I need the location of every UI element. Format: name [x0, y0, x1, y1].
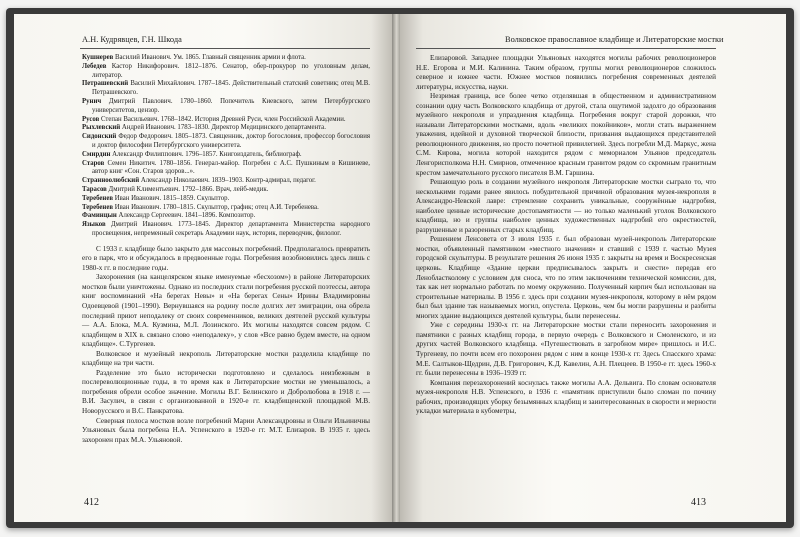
- body-paragraph: Незримая граница, все более четко отделявшая в общественном и административном сознании одну часть Волковского кладбища от другой, стала ощутимой задолго до образования музейного некрополя и упразднения кладбища. Погребения вокруг старой дорожки, что называли Литераторскими мостками, вдоль «великих покойников», могли стать выражением уважения, идейной и духовной творческой близости, призвания выдающихся представителей революционного движения, но просто почетной привилегией. Здесь погребли М.Д. Маркус, жена С.М. Кирова, могила которой находится рядом с мемориалом Ульянов председатель Ленгорисполкома Н.Н. Смирнов, отмеченное красным гранитом рядом со скромным гранитным крестом замечательного русского писателя В.М. Гаршина.: [416, 92, 716, 177]
- right-paragraphs: [416, 54, 716, 417]
- entry-text: Василий Иванович. Ум. 1865. Главный священник армии и флота.: [113, 54, 306, 61]
- entry-text: Кастор Никифорович. 1812–1876. Сенатор, обер-прокурор по уголовным делам, литератор.: [92, 62, 370, 79]
- biography-entry: [82, 133, 370, 151]
- entry-name: Русов: [82, 115, 100, 123]
- entry-text: Дмитрий Иванович. 1773–1845. Директор департамента Министерства народного просвещения, непременный секретарь Академии наук, историк, переводчик, филолог.: [92, 221, 370, 237]
- body-paragraph: Волковское и музейный некрополь Литераторские мостки разделила кладбище по кладбище на три части.: [82, 349, 370, 368]
- entry-name: Языков: [82, 221, 106, 229]
- biography-list: [82, 54, 370, 239]
- entry-text: Дмитрий Павлович. 1780–1860. Попечитель Киевского, затем Петербургского университетов, цензор.: [92, 97, 370, 114]
- entry-name: Теребенев: [82, 194, 114, 202]
- body-paragraph: Решением Ленсовета от 3 июля 1935 г. был образован музей-некрополь Литераторские мостки, объявленный памятником «местного значения» и ставший с 1939 г. частью Музея городской скульптуры. В результате решения 26 июня 1935 г. закрыты на время и Воскресенская церковь. Кладбище «Здание церкви предписывалось закрыть и снести» передав его Ленобластколому с условием для сноса, что по этим заключениям технической комиссии, для, так как нет нормально работать по моему окружению. Полученный кирпич был использован на строительные материалы. В 1956 г. здесь при создании музея-некрополя, которому в нём рядом был был здание так называемых могил, опустела. Церковь, чем бы могли разрушены и разбиты многих здание выдающихся деятелей культуры, были перенесены.: [416, 235, 716, 320]
- left-paragraphs: [82, 245, 370, 445]
- biography-entry: [82, 195, 370, 204]
- entry-text: Степан Васильевич. 1768–1842. История Древней Руси, член Российской Академии.: [99, 115, 346, 123]
- entry-name: Странноолюбский: [82, 177, 140, 185]
- entry-text: Федор Федорович. 1805–1873. Священник, доктор богословия, профессор богословия и доктор философии Петербургского университета.: [92, 133, 370, 149]
- biography-entry: [82, 54, 370, 63]
- biography-entry: [82, 116, 370, 125]
- entry-text: Иван Иванович. 1780–1815. Скульптор, график; отец А.И. Теребенева.: [113, 203, 319, 211]
- body-paragraph: Уже с середины 1930-х гг. на Литераторские мостки стали переносить захоронения и памятники с разных кладбищ города, в первую очередь с Волковского и Смоленского, и из других частей Волковского кладбища. «Путешествовать в загробном мире» пришлось и И.С. Тургеневу, по почти всем его похоронен рядом с ним в конце 1930-х гг. Здесь Спасского храма: М.Е. Салтыков-Щедрин, Д.В. Григорович, К.Д. Кавелин, А.Н. Плещеев. В 1950-е гг. здесь 1960-х гг. были перенесены в 1936–1939 гг.: [416, 321, 716, 378]
- biography-entry: [82, 204, 370, 213]
- entry-name: Рунич: [82, 97, 102, 105]
- biography-entry: [82, 177, 370, 186]
- entry-name: Кушнерев: [82, 54, 114, 61]
- right-page-number: 413: [691, 497, 706, 508]
- entry-name: Фаминцын: [82, 212, 117, 220]
- left-page: [14, 14, 394, 522]
- body-paragraph: Разделение это было исторически подготовлено и сделалось неизбежным в послереволюционные годы, в то время как в Литераторские мостки не уменьшалось, а погребения обрели особое значение. Могилы В.Г. Белинского и Добролюбова в 1918 г. — В.И. Засулич, в связи с организованной в 1920-е гг. кладбищенской площадкой М.В. Новорусского и В.С. Панкратова.: [82, 368, 370, 416]
- entry-text: Семен Никитич. 1780–1856. Генерал-майор. Погребен с А.С. Пушкиным в Кишиневе, автор книг «Сон. Старов здоров...».: [92, 159, 370, 176]
- entry-name: Сидонский: [82, 133, 117, 141]
- right-text-column: [416, 54, 716, 417]
- body-paragraph: Северная полоса мостков возле погребений Марии Александровны и Ольги Ильиничны Ульяновых была погребена Н.А. Успенского в 1920-е гг. М.Т. Елизаров. В 1935 г. здесь захоронен прах М.А. Ульяновой.: [82, 416, 370, 444]
- left-running-head: А.Н. Кудрявцев, Г.Н. Шкода: [82, 35, 182, 44]
- body-paragraph: Захоронения (на канцелярском языке именуемые «бесхозом») в районе Литераторских мостков были уничтожены. Однако из последних стали погребения русской поэтессы, автора книг воспоминаний «На берегах Невы» и «На берегах Сены» Ирины Владимировны Одоевцевой (1901–1990). Вернувшаяся на родину после долгих лет эмиграции, она обрела последний приют неподалеку от своих современников, великих деятелей русской культуры — А.А. Блока, М.А. Кузмина, М.Л. Лозинского. Их могилы находятся совсем рядом. С кладбищем в XIX в. связано слово «неподалеку», у слов «Все равно будем вместе, на одном кладбище». С.Тургенев.: [82, 273, 370, 349]
- left-page-number: 412: [84, 497, 99, 508]
- biography-entry: [82, 98, 370, 116]
- left-header-rule: [80, 48, 370, 49]
- entry-text: Василий Михайлович. 1787–1845. Действительный статский советник; отец М.В. Петрашевского.: [92, 80, 370, 97]
- body-paragraph: Компания перезахоронений коснулась также могилы А.А. Дельвига. По словам основателя музея-некрополя Н.В. Успенского, в 1936 г. «памятник приступили было сломан по почину рабочих, производящих уборку безымянных кладбищ и заинтересованных в скорости и мерности укладки материала в кубометры,: [416, 378, 716, 416]
- biography-entry: [82, 160, 370, 178]
- entry-text: Андрей Иванович. 1783–1830. Директор Медицинского департамента.: [120, 124, 326, 132]
- body-paragraph: Решающую роль в создании музейного некрополя Литераторские мостки сыграло то, что несколькими годами ранее явилось побудительной причиной образования музея-некрополя в Александро-Невской лавре: стремление сохранить уникальные, сооружённые надгробия, наиболее ценные исторические достопамятности — но только маленький уголок Волковского кладбища, но и группы наиболее ценных художественных надгробий его окрестностей, разрушенные и разоренных старых кладбищ.: [416, 178, 716, 234]
- entry-name: Рыхлевский: [82, 124, 121, 132]
- entry-name: Тарасов: [82, 185, 107, 193]
- biography-entry: [82, 212, 370, 221]
- entry-text: Александр Николаевич. 1839–1903. Контр-адмирал, педагог.: [139, 177, 316, 185]
- biography-entry: [82, 151, 370, 160]
- entry-name: Старов: [82, 159, 105, 167]
- biography-entry: [82, 63, 370, 81]
- right-running-head: Волковское православное кладбище и Литераторские мостки: [505, 35, 724, 44]
- entry-text: Дмитрий Климентьевич. 1792–1866. Врач, лейб-медик.: [106, 185, 269, 193]
- biography-entry: [82, 221, 370, 239]
- entry-name: Смирдин: [82, 150, 111, 158]
- entry-text: Александр Филиппович. 1796–1857. Книгоиздатель, библиограф.: [110, 150, 302, 158]
- right-header-rule: [416, 48, 716, 49]
- biography-entry: [82, 124, 370, 133]
- entry-name: Лебедев: [82, 62, 107, 70]
- biography-entry: [82, 80, 370, 98]
- body-paragraph: С 1933 г. кладбище было закрыто для массовых погребений. Предполагалось превратить его в парк, что и обсуждалось в предвоенные годы. Погребения возобновились здесь лишь с 1980-х гг. в последние годы.: [82, 244, 370, 272]
- biography-entry: [82, 186, 370, 195]
- entry-name: Петрашевский: [82, 80, 129, 88]
- body-paragraph: Елизаровой. Западнее площадки Ульяновых находятся могилы рабочих революционеров Н.Е. Егорова и М.И. Калинина. Таким образом, группы могил революционеров сложилось северное и южнее части. Южнее мостков появились погребения современных деятелей литературы, искусства, науки.: [416, 54, 716, 91]
- entry-text: Александр Сергеевич. 1841–1896. Композитор.: [116, 212, 256, 220]
- entry-text: Иван Иванович. 1815–1859. Скульптор.: [113, 194, 230, 202]
- left-text-column: [82, 54, 370, 445]
- right-page: [400, 14, 786, 522]
- entry-name: Теребенев: [82, 203, 114, 211]
